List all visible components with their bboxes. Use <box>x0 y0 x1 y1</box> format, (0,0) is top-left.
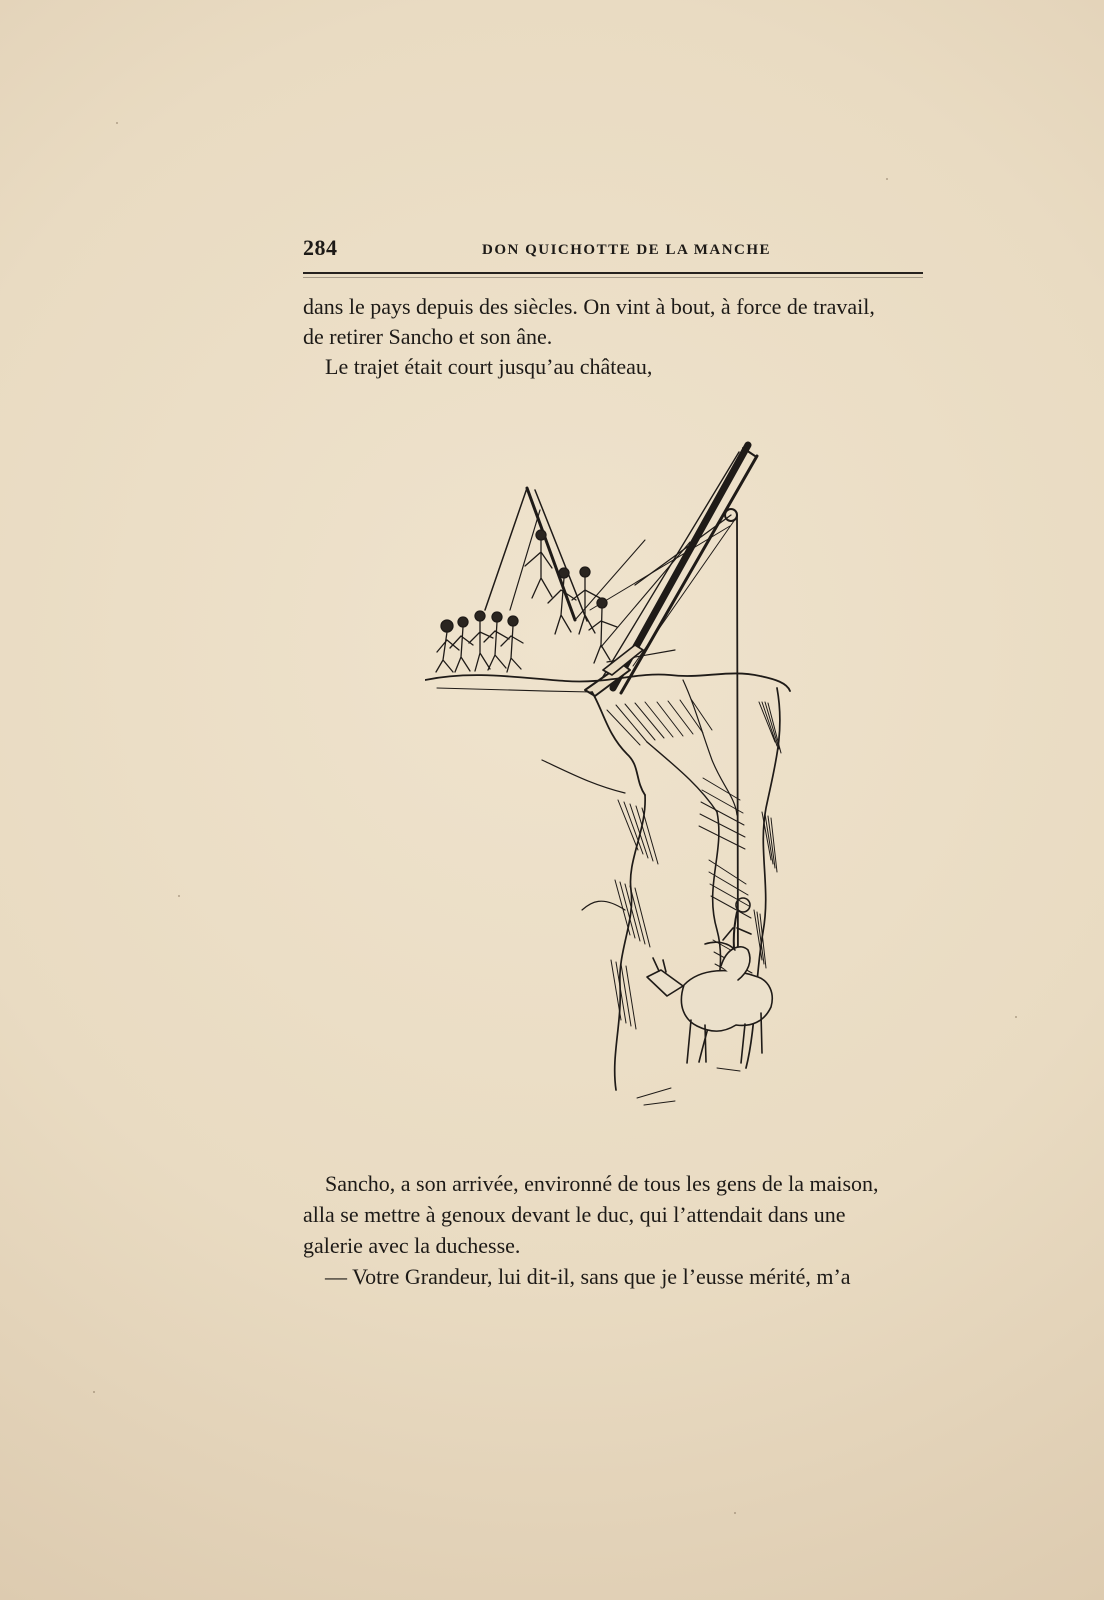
engraving-cliff-rescue-icon <box>425 440 815 1120</box>
paper-speck <box>886 178 888 180</box>
text-line: — Votre Grandeur, lui dit-il, sans que je l’eusse mérité, m’a <box>325 1264 851 1289</box>
text-line: Sancho, a son arrivée, environné de tous les gens de la maison, <box>325 1171 879 1196</box>
paper-speck <box>93 1391 95 1393</box>
running-title: DON QUICHOTTE DE LA MANCHE <box>482 242 772 258</box>
text-line: dans le pays depuis des siècles. On vint à bout, à force de travail, <box>303 294 875 319</box>
top-paragraph <box>303 292 923 382</box>
bottom-paragraph <box>303 1168 923 1292</box>
paper-speck <box>734 1512 736 1514</box>
paper-speck <box>116 122 118 124</box>
text-line: de retirer Sancho et son âne. <box>303 324 553 349</box>
page-header <box>303 235 923 275</box>
paper-speck <box>178 895 180 897</box>
paper-speck <box>1015 1016 1017 1018</box>
header-rule <box>303 272 923 274</box>
page-number: 284 <box>303 235 338 260</box>
text-line: galerie avec la duchesse. <box>303 1233 521 1258</box>
text-line: Le trajet était court jusqu’au château, <box>325 354 653 379</box>
text-line: alla se mettre à genoux devant le duc, qui l’attendait dans une <box>303 1202 846 1227</box>
